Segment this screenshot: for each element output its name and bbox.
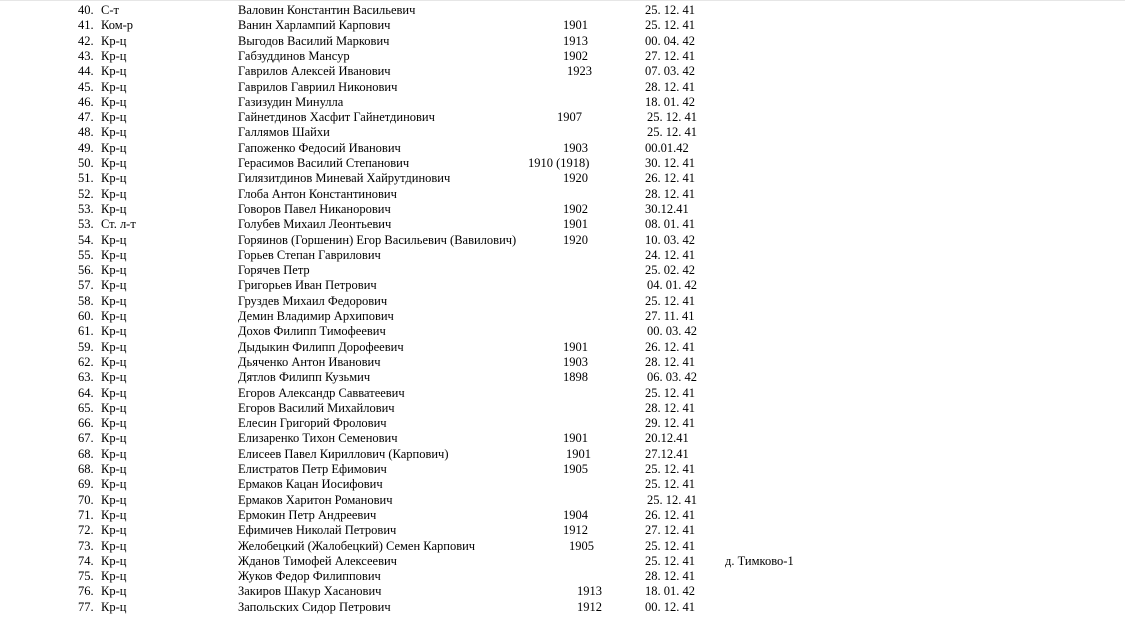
row-rank: Кр-ц bbox=[101, 33, 127, 48]
row-rank: Кр-ц bbox=[101, 370, 127, 385]
row-number: 74. bbox=[78, 553, 94, 568]
row-name: Гаврилов Гавриил Никонович bbox=[238, 79, 398, 94]
row-date: 25. 12. 41 bbox=[647, 492, 697, 507]
row-number: 64. bbox=[78, 385, 94, 400]
list-item bbox=[0, 187, 1125, 202]
row-number: 42. bbox=[78, 33, 94, 48]
row-rank: Кр-ц bbox=[101, 538, 127, 553]
row-rank: Кр-ц bbox=[101, 599, 127, 614]
row-number: 69. bbox=[78, 477, 94, 492]
row-name: Запольских Сидор Петрович bbox=[238, 599, 391, 614]
list-item bbox=[0, 340, 1125, 355]
row-number: 54. bbox=[78, 232, 94, 247]
list-item bbox=[0, 600, 1125, 615]
list-item bbox=[0, 416, 1125, 431]
row-number: 68. bbox=[78, 446, 94, 461]
row-date: 25. 12. 41 bbox=[645, 462, 695, 476]
row-date: 25. 02. 42 bbox=[645, 263, 695, 278]
row-birth-year: 1902 bbox=[563, 48, 588, 63]
row-name: Говоров Павел Никанорович bbox=[238, 201, 391, 216]
row-name: Галлямов Шайхи bbox=[238, 125, 330, 140]
row-name: Глоба Антон Константинович bbox=[238, 186, 397, 201]
row-rank: Кр-ц bbox=[101, 293, 127, 308]
row-birth-year: 1905 bbox=[569, 538, 594, 553]
row-rank: Кр-ц bbox=[101, 492, 127, 507]
row-number: 53. bbox=[78, 201, 94, 216]
list-item bbox=[0, 401, 1125, 416]
row-birth-year: 1923 bbox=[567, 64, 592, 79]
row-number: 65. bbox=[78, 400, 94, 415]
row-date: 18. 01. 42 bbox=[645, 94, 695, 109]
row-birth-year: 1901 bbox=[563, 217, 588, 232]
list-item bbox=[0, 49, 1125, 64]
row-rank: Кр-ц bbox=[101, 446, 127, 461]
row-date: 25. 12. 41 bbox=[647, 125, 697, 140]
row-date: 27. 12. 41 bbox=[645, 48, 695, 63]
row-date: 28. 12. 41 bbox=[645, 354, 695, 369]
row-number: 66. bbox=[78, 416, 94, 431]
list-item bbox=[0, 569, 1125, 584]
row-date: 30. 12. 41 bbox=[645, 156, 695, 170]
row-date: 26. 12. 41 bbox=[645, 339, 695, 354]
row-rank: Кр-ц bbox=[101, 171, 127, 186]
row-birth-year: 1901 bbox=[563, 339, 588, 354]
row-rank: Кр-ц bbox=[101, 584, 127, 599]
list-item bbox=[0, 233, 1125, 248]
row-number: 43. bbox=[78, 48, 94, 63]
row-number: 57. bbox=[78, 278, 94, 293]
row-birth-year: 1912 bbox=[563, 523, 588, 538]
row-rank: Кр-ц bbox=[101, 278, 127, 293]
row-rank: С-т bbox=[101, 3, 119, 17]
row-name: Гаврилов Алексей Иванович bbox=[238, 64, 391, 79]
row-date: 27. 11. 41 bbox=[645, 309, 695, 323]
row-name: Егоров Василий Михайлович bbox=[238, 400, 395, 415]
row-name: Григорьев Иван Петрович bbox=[238, 278, 377, 293]
row-birth-year: 1910 (1918) bbox=[528, 156, 590, 170]
row-rank: Кр-ц bbox=[101, 523, 127, 538]
row-name: Жуков Федор Филиппович bbox=[238, 569, 381, 584]
row-date: 18. 01. 42 bbox=[645, 584, 695, 599]
row-name: Желобецкий (Жалобецкий) Семен Карпович bbox=[238, 538, 476, 553]
list-item bbox=[0, 263, 1125, 278]
list-item bbox=[0, 309, 1125, 324]
list-item bbox=[0, 493, 1125, 508]
row-name: Елисеев Павел Кириллович (Карпович) bbox=[238, 446, 449, 461]
row-number: 71. bbox=[78, 507, 94, 522]
row-number: 60. bbox=[78, 309, 94, 323]
top-divider bbox=[0, 0, 1125, 1]
row-number: 76. bbox=[78, 584, 94, 599]
list-item bbox=[0, 431, 1125, 446]
row-rank: Кр-ц bbox=[101, 140, 127, 155]
list-item bbox=[0, 217, 1125, 232]
row-number: 40. bbox=[78, 3, 94, 17]
list-item bbox=[0, 508, 1125, 523]
row-birth-year: 1901 bbox=[563, 18, 588, 33]
row-birth-year: 1912 bbox=[577, 599, 602, 614]
row-date: 04. 01. 42 bbox=[647, 278, 697, 293]
row-number: 68. bbox=[78, 462, 94, 476]
list-item bbox=[0, 248, 1125, 263]
row-rank: Кр-ц bbox=[101, 232, 127, 247]
row-date: 25. 12. 41 bbox=[645, 385, 695, 400]
row-number: 51. bbox=[78, 171, 94, 186]
row-number: 50. bbox=[78, 156, 94, 170]
row-name: Ванин Харлампий Карпович bbox=[238, 18, 391, 33]
row-rank: Кр-ц bbox=[101, 400, 127, 415]
row-name: Голубев Михаил Леонтьевич bbox=[238, 217, 392, 232]
list-item bbox=[0, 95, 1125, 110]
row-number: 75. bbox=[78, 569, 94, 584]
row-number: 53. bbox=[78, 217, 94, 232]
row-number: 73. bbox=[78, 538, 94, 553]
row-rank: Кр-ц bbox=[101, 431, 127, 446]
row-number: 61. bbox=[78, 324, 94, 339]
row-name: Горьев Степан Гаврилович bbox=[238, 247, 381, 262]
row-name: Егоров Александр Савватеевич bbox=[238, 385, 405, 400]
row-name: Гапоженко Федосий Иванович bbox=[238, 140, 401, 155]
list-item bbox=[0, 386, 1125, 401]
list-item bbox=[0, 18, 1125, 33]
row-number: 49. bbox=[78, 140, 94, 155]
row-name: Дохов Филипп Тимофеевич bbox=[238, 324, 386, 339]
row-date: 26. 12. 41 bbox=[645, 171, 695, 186]
row-date: 26. 12. 41 bbox=[645, 507, 695, 522]
row-name: Герасимов Василий Степанович bbox=[238, 156, 410, 170]
row-name: Горячев Петр bbox=[238, 263, 310, 278]
list-item bbox=[0, 278, 1125, 293]
row-number: 59. bbox=[78, 339, 94, 354]
row-birth-year: 1920 bbox=[563, 171, 588, 186]
row-name: Дыдыкин Филипп Дорофеевич bbox=[238, 339, 404, 354]
row-date: 25. 12. 41 bbox=[645, 18, 695, 33]
row-number: 44. bbox=[78, 64, 94, 79]
list-item bbox=[0, 80, 1125, 95]
row-number: 70. bbox=[78, 492, 94, 507]
row-rank: Кр-ц bbox=[101, 48, 127, 63]
row-number: 63. bbox=[78, 370, 94, 385]
row-birth-year: 1920 bbox=[563, 232, 588, 247]
list-item bbox=[0, 110, 1125, 125]
row-date: 07. 03. 42 bbox=[645, 64, 695, 79]
row-date: 00. 03. 42 bbox=[647, 324, 697, 339]
row-date: 25. 12. 41 bbox=[645, 3, 695, 17]
list-item bbox=[0, 202, 1125, 217]
row-date: 25. 12. 41 bbox=[647, 110, 697, 125]
row-rank: Кр-ц bbox=[101, 507, 127, 522]
row-name: Ермаков Кацан Иосифович bbox=[238, 477, 383, 492]
list-item bbox=[0, 539, 1125, 554]
row-date: 28. 12. 41 bbox=[645, 400, 695, 415]
row-birth-year: 1903 bbox=[563, 140, 588, 155]
row-date: 08. 01. 41 bbox=[645, 217, 695, 232]
row-name: Гилязитдинов Миневай Хайрутдинович bbox=[238, 171, 451, 186]
row-rank: Кр-ц bbox=[101, 247, 127, 262]
row-rank: Кр-ц bbox=[101, 309, 127, 323]
row-rank: Кр-ц bbox=[101, 201, 127, 216]
row-name: Жданов Тимофей Алексеевич bbox=[238, 553, 397, 568]
row-date: 29. 12. 41 bbox=[645, 416, 695, 431]
row-number: 56. bbox=[78, 263, 94, 278]
row-name: Горяинов (Горшенин) Егор Васильевич (Вавилович) bbox=[238, 232, 517, 247]
row-date: 25. 12. 41 bbox=[645, 477, 695, 492]
row-rank: Ком-р bbox=[101, 18, 134, 33]
list-item bbox=[0, 370, 1125, 385]
row-birth-year: 1913 bbox=[577, 584, 602, 599]
list-item bbox=[0, 34, 1125, 49]
row-name: Груздев Михаил Федорович bbox=[238, 293, 388, 308]
row-name: Елистратов Петр Ефимович bbox=[238, 462, 387, 476]
list-item bbox=[0, 156, 1125, 171]
row-rank: Кр-ц bbox=[101, 324, 127, 339]
row-rank: Кр-ц bbox=[101, 477, 127, 492]
row-birth-year: 1904 bbox=[563, 507, 588, 522]
row-date: 00.01.42 bbox=[645, 140, 689, 155]
row-number: 72. bbox=[78, 523, 94, 538]
row-name: Ермокин Петр Андреевич bbox=[238, 507, 377, 522]
row-note: д. Тимково-1 bbox=[725, 553, 794, 568]
row-date: 25. 12. 41 bbox=[645, 538, 695, 553]
row-rank: Кр-ц bbox=[101, 569, 127, 584]
row-name: Дятлов Филипп Кузьмич bbox=[238, 370, 371, 385]
list-item bbox=[0, 141, 1125, 156]
row-rank: Кр-ц bbox=[101, 186, 127, 201]
list-item bbox=[0, 125, 1125, 140]
row-rank: Ст. л-т bbox=[101, 217, 136, 232]
row-rank: Кр-ц bbox=[101, 125, 127, 140]
row-name: Габзуддинов Мансур bbox=[238, 48, 350, 63]
row-number: 45. bbox=[78, 79, 94, 94]
list-item bbox=[0, 584, 1125, 599]
row-name: Ефимичев Николай Петрович bbox=[238, 523, 397, 538]
row-birth-year: 1907 bbox=[557, 110, 582, 125]
list-item bbox=[0, 355, 1125, 370]
row-birth-year: 1902 bbox=[563, 201, 588, 216]
row-number: 77. bbox=[78, 599, 94, 614]
list-item bbox=[0, 3, 1125, 18]
row-birth-year: 1901 bbox=[563, 431, 588, 446]
row-name: Ермаков Харитон Романович bbox=[238, 492, 393, 507]
row-name: Гайнетдинов Хасфит Гайнетдинович bbox=[238, 110, 435, 125]
row-date: 25. 12. 41 bbox=[645, 553, 695, 568]
row-date: 06. 03. 42 bbox=[647, 370, 697, 385]
list-item bbox=[0, 324, 1125, 339]
row-number: 47. bbox=[78, 110, 94, 125]
row-name: Елизаренко Тихон Семенович bbox=[238, 431, 398, 446]
row-date: 28. 12. 41 bbox=[645, 79, 695, 94]
row-rank: Кр-ц bbox=[101, 156, 127, 170]
row-rank: Кр-ц bbox=[101, 339, 127, 354]
row-name: Дьяченко Антон Иванович bbox=[238, 354, 381, 369]
list-item bbox=[0, 294, 1125, 309]
row-name: Демин Владимир Архипович bbox=[238, 309, 394, 323]
row-number: 52. bbox=[78, 186, 94, 201]
row-name: Закиров Шакур Хасанович bbox=[238, 584, 382, 599]
row-number: 55. bbox=[78, 247, 94, 262]
row-rank: Кр-ц bbox=[101, 553, 127, 568]
row-number: 46. bbox=[78, 94, 94, 109]
list-item bbox=[0, 447, 1125, 462]
row-birth-year: 1905 bbox=[563, 462, 588, 476]
row-rank: Кр-ц bbox=[101, 263, 127, 278]
row-date: 25. 12. 41 bbox=[645, 293, 695, 308]
row-date: 28. 12. 41 bbox=[645, 186, 695, 201]
row-number: 62. bbox=[78, 354, 94, 369]
row-rank: Кр-ц bbox=[101, 416, 127, 431]
row-date: 27.12.41 bbox=[645, 446, 689, 461]
row-date: 10. 03. 42 bbox=[645, 232, 695, 247]
row-rank: Кр-ц bbox=[101, 64, 127, 79]
row-date: 30.12.41 bbox=[645, 201, 689, 216]
row-date: 00. 12. 41 bbox=[645, 599, 695, 614]
list-item bbox=[0, 554, 1125, 569]
row-number: 41. bbox=[78, 18, 94, 33]
row-name: Валовин Константин Васильевич bbox=[238, 3, 416, 17]
row-rank: Кр-ц bbox=[101, 79, 127, 94]
row-date: 27. 12. 41 bbox=[645, 523, 695, 538]
row-name: Выгодов Василий Маркович bbox=[238, 33, 390, 48]
row-number: 58. bbox=[78, 293, 94, 308]
row-birth-year: 1898 bbox=[563, 370, 588, 385]
list-item bbox=[0, 523, 1125, 538]
row-date: 00. 04. 42 bbox=[645, 33, 695, 48]
row-birth-year: 1913 bbox=[563, 33, 588, 48]
row-rank: Кр-ц bbox=[101, 385, 127, 400]
row-name: Елесин Григорий Фролович bbox=[238, 416, 387, 431]
list-item bbox=[0, 64, 1125, 79]
row-date: 20.12.41 bbox=[645, 431, 689, 446]
row-date: 24. 12. 41 bbox=[645, 247, 695, 262]
row-rank: Кр-ц bbox=[101, 110, 127, 125]
row-name: Газизудин Минулла bbox=[238, 94, 344, 109]
row-birth-year: 1901 bbox=[566, 446, 591, 461]
list-item bbox=[0, 171, 1125, 186]
row-number: 67. bbox=[78, 431, 94, 446]
row-date: 28. 12. 41 bbox=[645, 569, 695, 584]
row-birth-year: 1903 bbox=[563, 354, 588, 369]
row-rank: Кр-ц bbox=[101, 94, 127, 109]
list-item bbox=[0, 477, 1125, 492]
row-number: 48. bbox=[78, 125, 94, 140]
row-rank: Кр-ц bbox=[101, 462, 127, 476]
row-rank: Кр-ц bbox=[101, 354, 127, 369]
list-item bbox=[0, 462, 1125, 477]
